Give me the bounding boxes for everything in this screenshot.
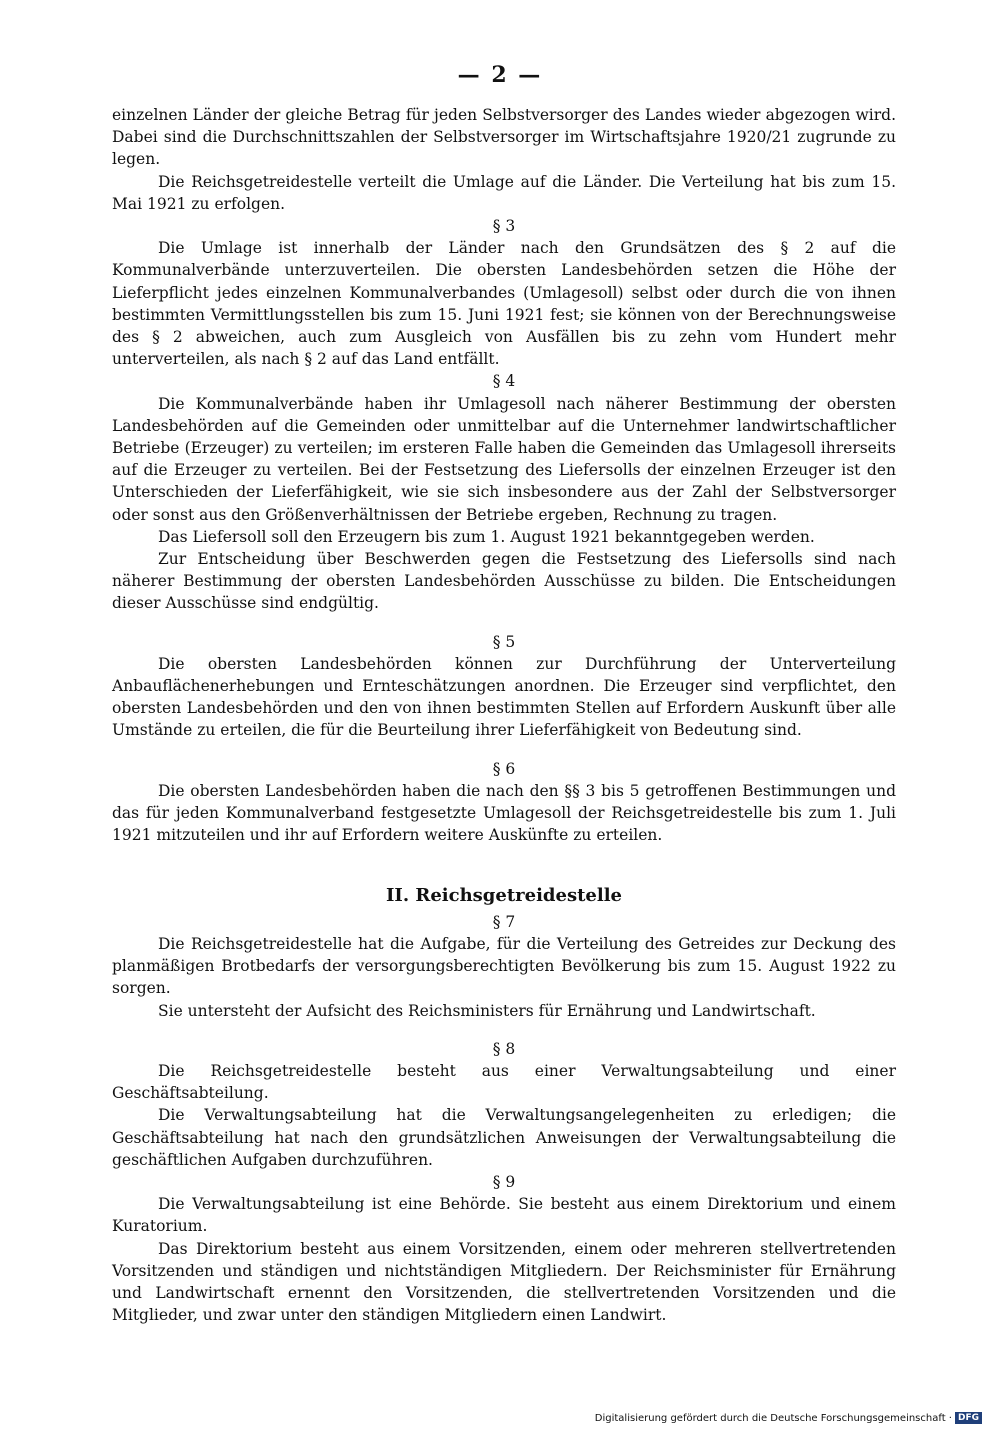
paragraph: einzelnen Länder der gleiche Betrag für jeden Selbstversorger des Landes wieder abgezogen wird. Dabei sind die Durchschnittszahlen der Selbstversorger im Wirtschaftsjahre 1920/21 zugrunde zu legen. [112,106,896,169]
paragraph: Das Liefersoll soll den Erzeugern bis zum 1. August 1921 bekanntgegeben werden. [158,527,815,546]
document-body [112,104,896,1326]
page-number: — 2 — [457,62,543,88]
paragraph: Die Reichsgetreidestelle hat die Aufgabe, für die Verteilung des Getreides zur Deckung des planmäßigen Brotbedarfs der versorgungsberechtigten Bevölkerung bis zum 15. August 1922 zu sorgen. [112,934,896,998]
footer-credit [595,1412,982,1424]
paragraph: Die Umlage ist innerhalb der Länder nach den Grundsätzen des § 2 auf die Kommunalverbände unterzuverteilen. Die obersten Landesbehörden setzen die Höhe der Lieferpflicht jedes einzelnen Kommunalverbandes (Umlagesoll) selbst oder durch die von ihnen bestimmten Vermittlungsstellen bis zum 15. Juni 1921 fest; sie können von der Berechnungsweise des § 2 abweichen, auch zum Ausgleich von Ausfällen bis zu zehn vom Hundert mehr unterverteilen, als nach § 2 auf das Land entfällt. [112,239,896,369]
section-heading: § 9 [492,1172,516,1191]
section-heading: § 6 [492,759,516,778]
section-heading: § 5 [492,632,516,651]
paragraph: Die Reichsgetreidestelle besteht aus einer Verwaltungsabteilung und einer Geschäftsabteilung. [112,1061,896,1103]
footer-text: Digitalisierung gefördert durch die Deutsche Forschungsgemeinschaft · [594,1412,952,1424]
paragraph: Die Kommunalverbände haben ihr Umlagesoll nach näherer Bestimmung der obersten Landesbehörden auf die Gemeinden oder unmittelbar auf die Unternehmer landwirtschaftlicher Betriebe (Erzeuger) zu verteilen; im ersteren Falle haben die Gemeinden das Umlagesoll ihrerseits auf die Erzeuger zu verteilen. Bei der Festsetzung des Liefersolls der einzelnen Erzeuger ist den Unterschieden der Lieferfähigkeit, wie sie sich insbesondere aus der Zahl der Selbstversorger oder sonst aus den Größenverhältnissen der Betriebe ergeben, Rechnung zu tragen. [112,394,896,524]
section-heading: § 4 [492,372,516,391]
chapter-heading: II. Reichsgetreidestelle [386,884,622,906]
paragraph: Die Reichsgetreidestelle verteilt die Umlage auf die Länder. Die Verteilung hat bis zum 15. Mai 1921 zu erfolgen. [112,172,896,213]
paragraph: Die obersten Landesbehörden können zur Durchführung der Unterverteilung Anbauflächenerhebungen und Ernteschätzungen anordnen. Die Erzeuger sind verpflichtet, den obersten Landesbehörden und den von ihnen bestimmten Stellen auf Erfordern Auskunft über alle Umstände zu erteilen, die für die Beurteilung ihrer Lieferfähigkeit von Bedeutung sind. [112,654,896,740]
paragraph: Die Verwaltungsabteilung hat die Verwaltungsangelegenheiten zu erledigen; die Geschäftsabteilung hat nach den grundsätzlichen Anweisungen der Verwaltungsabteilung die geschäftlichen Aufgaben durchzuführen. [112,1106,896,1169]
paragraph: Zur Entscheidung über Beschwerden gegen die Festsetzung des Liefersolls sind nach näherer Bestimmung der obersten Landesbehörden Ausschüsse zu bilden. Die Entscheidungen dieser Ausschüsse sind endgültig. [112,550,896,613]
dfg-logo-icon: DFG [955,1412,982,1424]
section-heading: § 8 [492,1039,516,1058]
paragraph: Sie untersteht der Aufsicht des Reichsministers für Ernährung und Landwirtschaft. [158,1001,816,1020]
section-heading: § 3 [492,217,516,236]
paragraph: Das Direktorium besteht aus einem Vorsitzenden, einem oder mehreren stellvertretenden Vorsitzenden und ständigen und nichtständigen Mitgliedern. Der Reichsminister für Ernährung und Landwirtschaft ernennt den Vorsitzenden, die stellvertretenden Vorsitzenden und die Mitglieder, und zwar unter den ständigen Mitgliedern einen Landwirt. [112,1239,896,1325]
paragraph: Die Verwaltungsabteilung ist eine Behörde. Sie besteht aus einem Direktorium und einem Kuratorium. [112,1195,896,1236]
section-heading: § 7 [492,912,516,931]
paragraph: Die obersten Landesbehörden haben die nach den §§ 3 bis 5 getroffenen Bestimmungen und das für jeden Kommunalverband festgesetzte Umlagesoll der Reichsgetreidestelle bis zum 1. Juli 1921 mitzuteilen und ihr auf Erfordern weitere Auskünfte zu erteilen. [112,781,896,845]
